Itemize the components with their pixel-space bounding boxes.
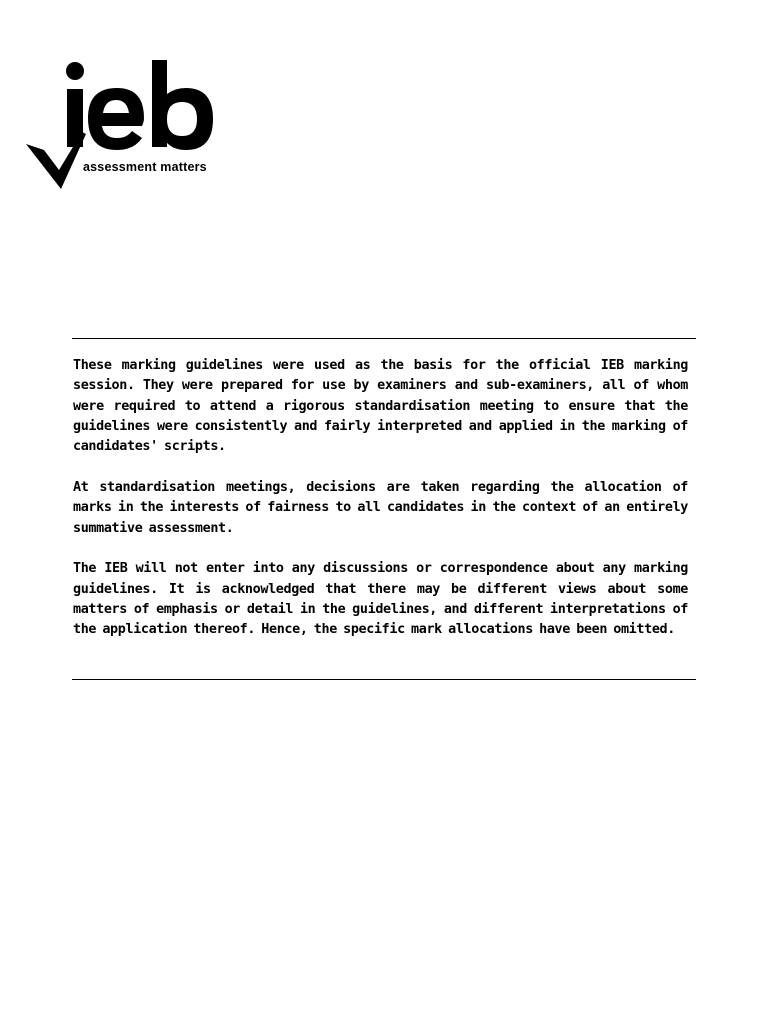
notice-paragraph: At standardisation meetings, decisions are taken regarding the allocation of marks in the interests of fairness to all candidates in the context of an entirely summative assessment. <box>73 479 688 536</box>
notice-paragraph: These marking guidelines were used as the basis for the official IEB marking session. They were prepared for use by examiners and sub-examiners, all of whom were required to attend a rigorous standardisation meeting to ensure that the guidelines were consistently and fairly interpreted and applied in the marking of candidates' scripts. <box>73 358 688 455</box>
logo-tagline: assessment matters <box>83 160 207 174</box>
top-divider <box>72 338 696 339</box>
marking-guidelines-notice <box>73 356 688 661</box>
bottom-divider <box>72 679 696 680</box>
ieb-logo <box>24 58 244 198</box>
i-dot <box>66 62 84 80</box>
ieb-logo-mark <box>24 58 244 198</box>
letter-e <box>88 88 144 150</box>
i-stem <box>67 89 83 147</box>
notice-paragraph: The IEB will not enter into any discussions or correspondence about any marking guidelines. It is acknowledged that there may be different views about some matters of emphasis or detail in the guidelines, and different interpretations of the application thereof. Hence, the specific mark allocations have been omitted. <box>73 561 688 638</box>
letter-b <box>152 60 213 150</box>
